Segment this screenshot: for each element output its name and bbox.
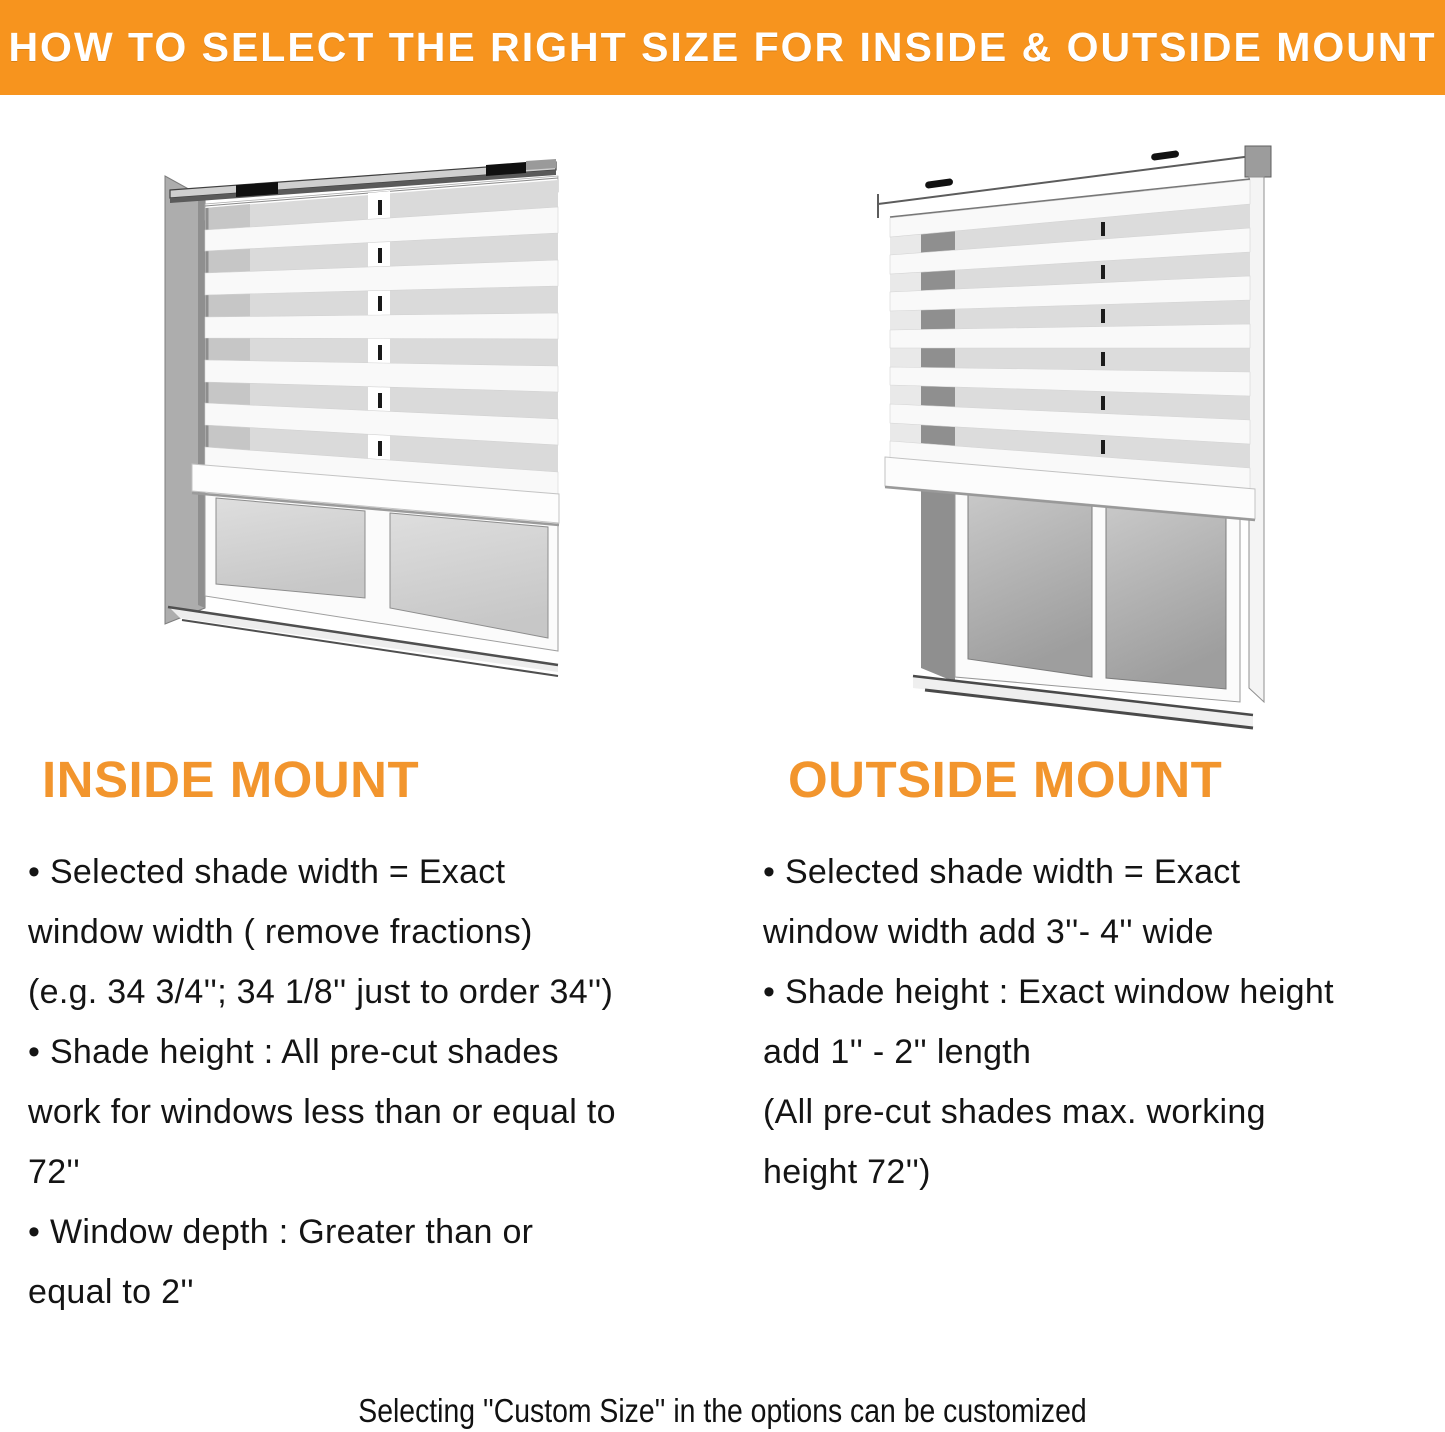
spec-line: add 1'' - 2'' length bbox=[763, 1033, 1032, 1071]
zebra-shade bbox=[890, 179, 1250, 492]
custom-size-note: Selecting ''Custom Size'' in the options can be customized bbox=[358, 1392, 1087, 1429]
spec-line: height 72'') bbox=[763, 1153, 931, 1191]
outside-mount-specs bbox=[763, 842, 1334, 1202]
outside-mount-window-drawing bbox=[855, 130, 1325, 775]
inside-mount-specs bbox=[28, 842, 616, 1322]
inside-mount-heading: INSIDE MOUNT bbox=[42, 751, 420, 808]
spec-line: window width ( remove fractions) bbox=[28, 913, 533, 951]
spec-line: • Shade height : All pre-cut shades bbox=[28, 1033, 559, 1071]
window-frame bbox=[165, 176, 205, 624]
outside-mount-heading: OUTSIDE MOUNT bbox=[788, 751, 1223, 808]
spec-line: work for windows less than or equal to bbox=[28, 1093, 616, 1131]
wall-screw-mark bbox=[925, 178, 954, 189]
spec-line: window width add 3''- 4'' wide bbox=[763, 913, 1214, 951]
spec-line: • Shade height : Exact window height bbox=[763, 973, 1334, 1011]
wall-screw-mark bbox=[1151, 150, 1180, 161]
mount-bracket bbox=[1245, 146, 1271, 177]
header-banner bbox=[0, 0, 1445, 95]
spec-line: 72'' bbox=[28, 1153, 81, 1191]
spec-line: equal to 2'' bbox=[28, 1273, 194, 1311]
spec-line: (e.g. 34 3/4''; 34 1/8'' just to order 34'') bbox=[28, 973, 614, 1011]
spec-line: • Window depth : Greater than or bbox=[28, 1213, 534, 1251]
spec-line: • Selected shade width = Exact bbox=[28, 853, 506, 891]
zebra-shade bbox=[205, 180, 558, 498]
page-title: HOW TO SELECT THE RIGHT SIZE FOR INSIDE & OUTSIDE MOUNT bbox=[8, 24, 1437, 70]
spec-line: (All pre-cut shades max. working bbox=[763, 1093, 1266, 1131]
spec-line: • Selected shade width = Exact bbox=[763, 853, 1241, 891]
inside-mount-window-drawing bbox=[150, 146, 570, 691]
outside-mount-illustration bbox=[855, 130, 1325, 775]
inside-mount-illustration bbox=[150, 146, 570, 691]
side-pole bbox=[1249, 177, 1264, 702]
